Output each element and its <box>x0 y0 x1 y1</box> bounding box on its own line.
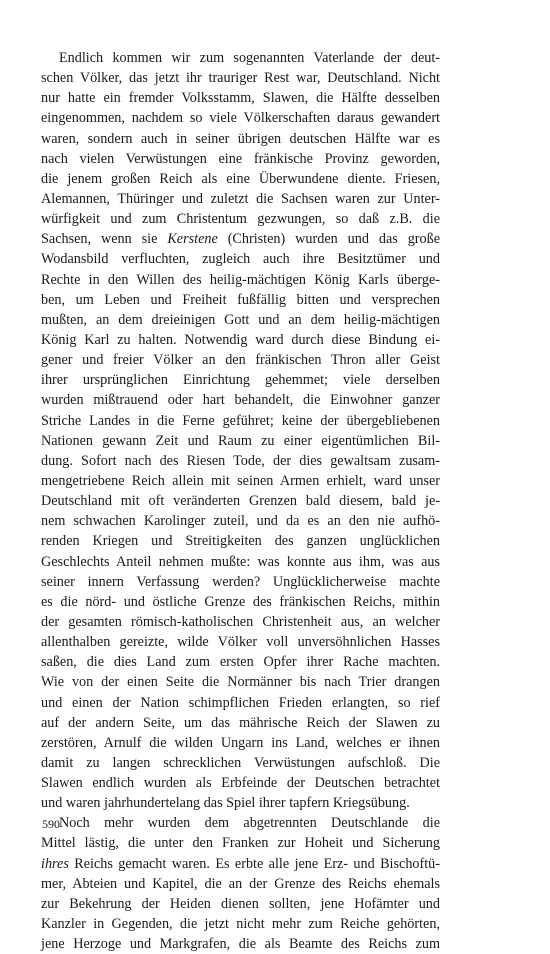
text-line: Striche Landes in die Ferne geführet; keine der übergebliebenen <box>41 412 440 429</box>
book-page <box>41 48 440 954</box>
text-line: Wodansbild verfluchten, zugleich auch ihre Besitztümer und <box>41 251 440 268</box>
text-line: Deutschland mit oft veränderten Grenzen bald diesem, bald je- <box>41 493 440 510</box>
text-line: Endlich kommen wir zum sogenannten Vaterlande der deut- <box>59 50 440 66</box>
text-line: wurden mißtrauend oder hart behandelt, die Einwohner ganzer <box>41 392 440 409</box>
text-line: auf der andern Seite, um das mährische Reich der Slawen zu <box>41 714 440 731</box>
text-line: mengetriebene Reich allein mit seinen Armen erhielt, ward unser <box>41 472 440 489</box>
text-line: gener und freier Völker an den fränkischen Thron aller Geist <box>41 352 440 369</box>
text-line: zerstören, Arnulf die wilden Ungarn ins Land, welches er ihnen <box>41 734 440 751</box>
text-line: König Karl zu halten. Notwendig ward durch diese Bindung ei- <box>41 331 440 348</box>
text-line: Nationen gewann Zeit und Raum zu einer eigentümlichen Bil- <box>41 432 440 449</box>
text-line: Mittel lästig, die unter den Franken zur Hoheit und Sicherung <box>41 835 440 852</box>
text-line: renden Kriegen und Streitigkeiten des ganzen unglücklichen <box>41 533 440 550</box>
text-line: würfigkeit und zum Christentum gezwungen, so daß z.B. die <box>41 211 440 228</box>
text-line: und waren jahrhundertelang das Spiel ihrer tapfern Kriegsübung. <box>41 795 410 812</box>
text-line: seiner innern Verfassung werden? Unglücklicherweise machte <box>41 573 440 590</box>
italic-word-ihres: ihres <box>41 855 69 872</box>
text-line: und einen der Nation schimpflichen Frieden erlangten, so rief <box>41 694 440 711</box>
text-line: Rechte in den Willen des heilig-mächtigen König Karls überge- <box>41 271 440 288</box>
text-line: Alemannen, Thüringer und zuletzt die Sachsen waren zur Unter- <box>41 190 440 207</box>
text-line: damit zu langen schrecklichen Verwüstungen aufschloß. Die <box>41 754 440 771</box>
text-line: mußten, an dem dreieinigen Gott und an dem heilig-mächtigen <box>41 311 440 328</box>
paragraph-2 <box>41 813 440 954</box>
text-line: Slawen endlich wurden als Erbfeinde der Deutschen betrachtet <box>41 775 440 792</box>
text-fragment: (Christen) wurden und das große <box>217 231 440 248</box>
text-line: zur Bekehrung der Heiden dienen sollten, jene Hofämter und <box>41 895 440 912</box>
text-line-ihres <box>41 854 440 874</box>
text-line: dung. Sofort nach des Riesen Tode, der dies gewaltsam zusam- <box>41 452 440 469</box>
text-line: der gesamten römisch-katholischen Christenheit aus, an welcher <box>41 613 440 630</box>
text-line: ihrer ursprünglichen Einrichtung gehemmet; viele derselben <box>41 372 440 389</box>
text-line: Geschlechts Anteil nehmen mußte: was konnte aus ihm, was aus <box>41 553 440 570</box>
page-number: 590 <box>42 817 60 831</box>
text-line: nur hatte ein fremder Volksstamm, Slawen, die Hälfte desselben <box>41 90 440 107</box>
text-line: Wie von der einen Seite die Normänner bis nach Trier drangen <box>41 674 440 691</box>
italic-word-kerstene: Kerstene <box>167 231 218 248</box>
text-line: Kanzler in Gegenden, die jetzt nicht mehr zum Reiche gehörten, <box>41 916 440 933</box>
text-line-kerstene <box>41 229 440 249</box>
paragraph-1 <box>41 48 440 813</box>
text-line: eingenommen, nachdem so viele Völkerschaften daraus gewandert <box>41 110 440 127</box>
text-line: nem schwachen Karolinger zuteil, und da es an den nie aufhö- <box>41 513 440 530</box>
text-line: ben, um Leben und Freiheit fußfällig bitten und versprechen <box>41 291 440 308</box>
text-fragment: Sachsen, wenn sie <box>41 231 168 248</box>
text-line: nach vielen Verwüstungen eine fränkische Provinz geworden, <box>41 150 440 167</box>
text-line: jene Herzoge und Markgrafen, die als Beamte des Reichs zum <box>41 936 440 953</box>
text-line: waren, sondern auch in seiner übrigen deutschen Hälfte war es <box>41 130 440 147</box>
text-line: saßen, die dies Land zum ersten Opfer ihrer Rache machten. <box>41 654 440 671</box>
text-line: Noch mehr wurden dem abgetrennten Deutschlande die <box>59 815 440 832</box>
text-line: die jenem großen Reich als eine Überwundene diente. Friesen, <box>41 170 440 187</box>
text-line: allenthalben gereizte, wilde Völker voll unversöhnlichen Hasses <box>41 634 440 651</box>
text-fragment: Reichs gemacht waren. Es erbte alle jene Erz- und Bischoftü- <box>68 855 440 872</box>
text-line: mer, Abteien und Kapitel, die an der Grenze des Reichs ehemals <box>41 875 440 892</box>
text-line: es die nörd- und östliche Grenze des fränkischen Reichs, mithin <box>41 593 440 610</box>
text-line: schen Völker, das jetzt ihr trauriger Rest war, Deutschland. Nicht <box>41 70 440 87</box>
